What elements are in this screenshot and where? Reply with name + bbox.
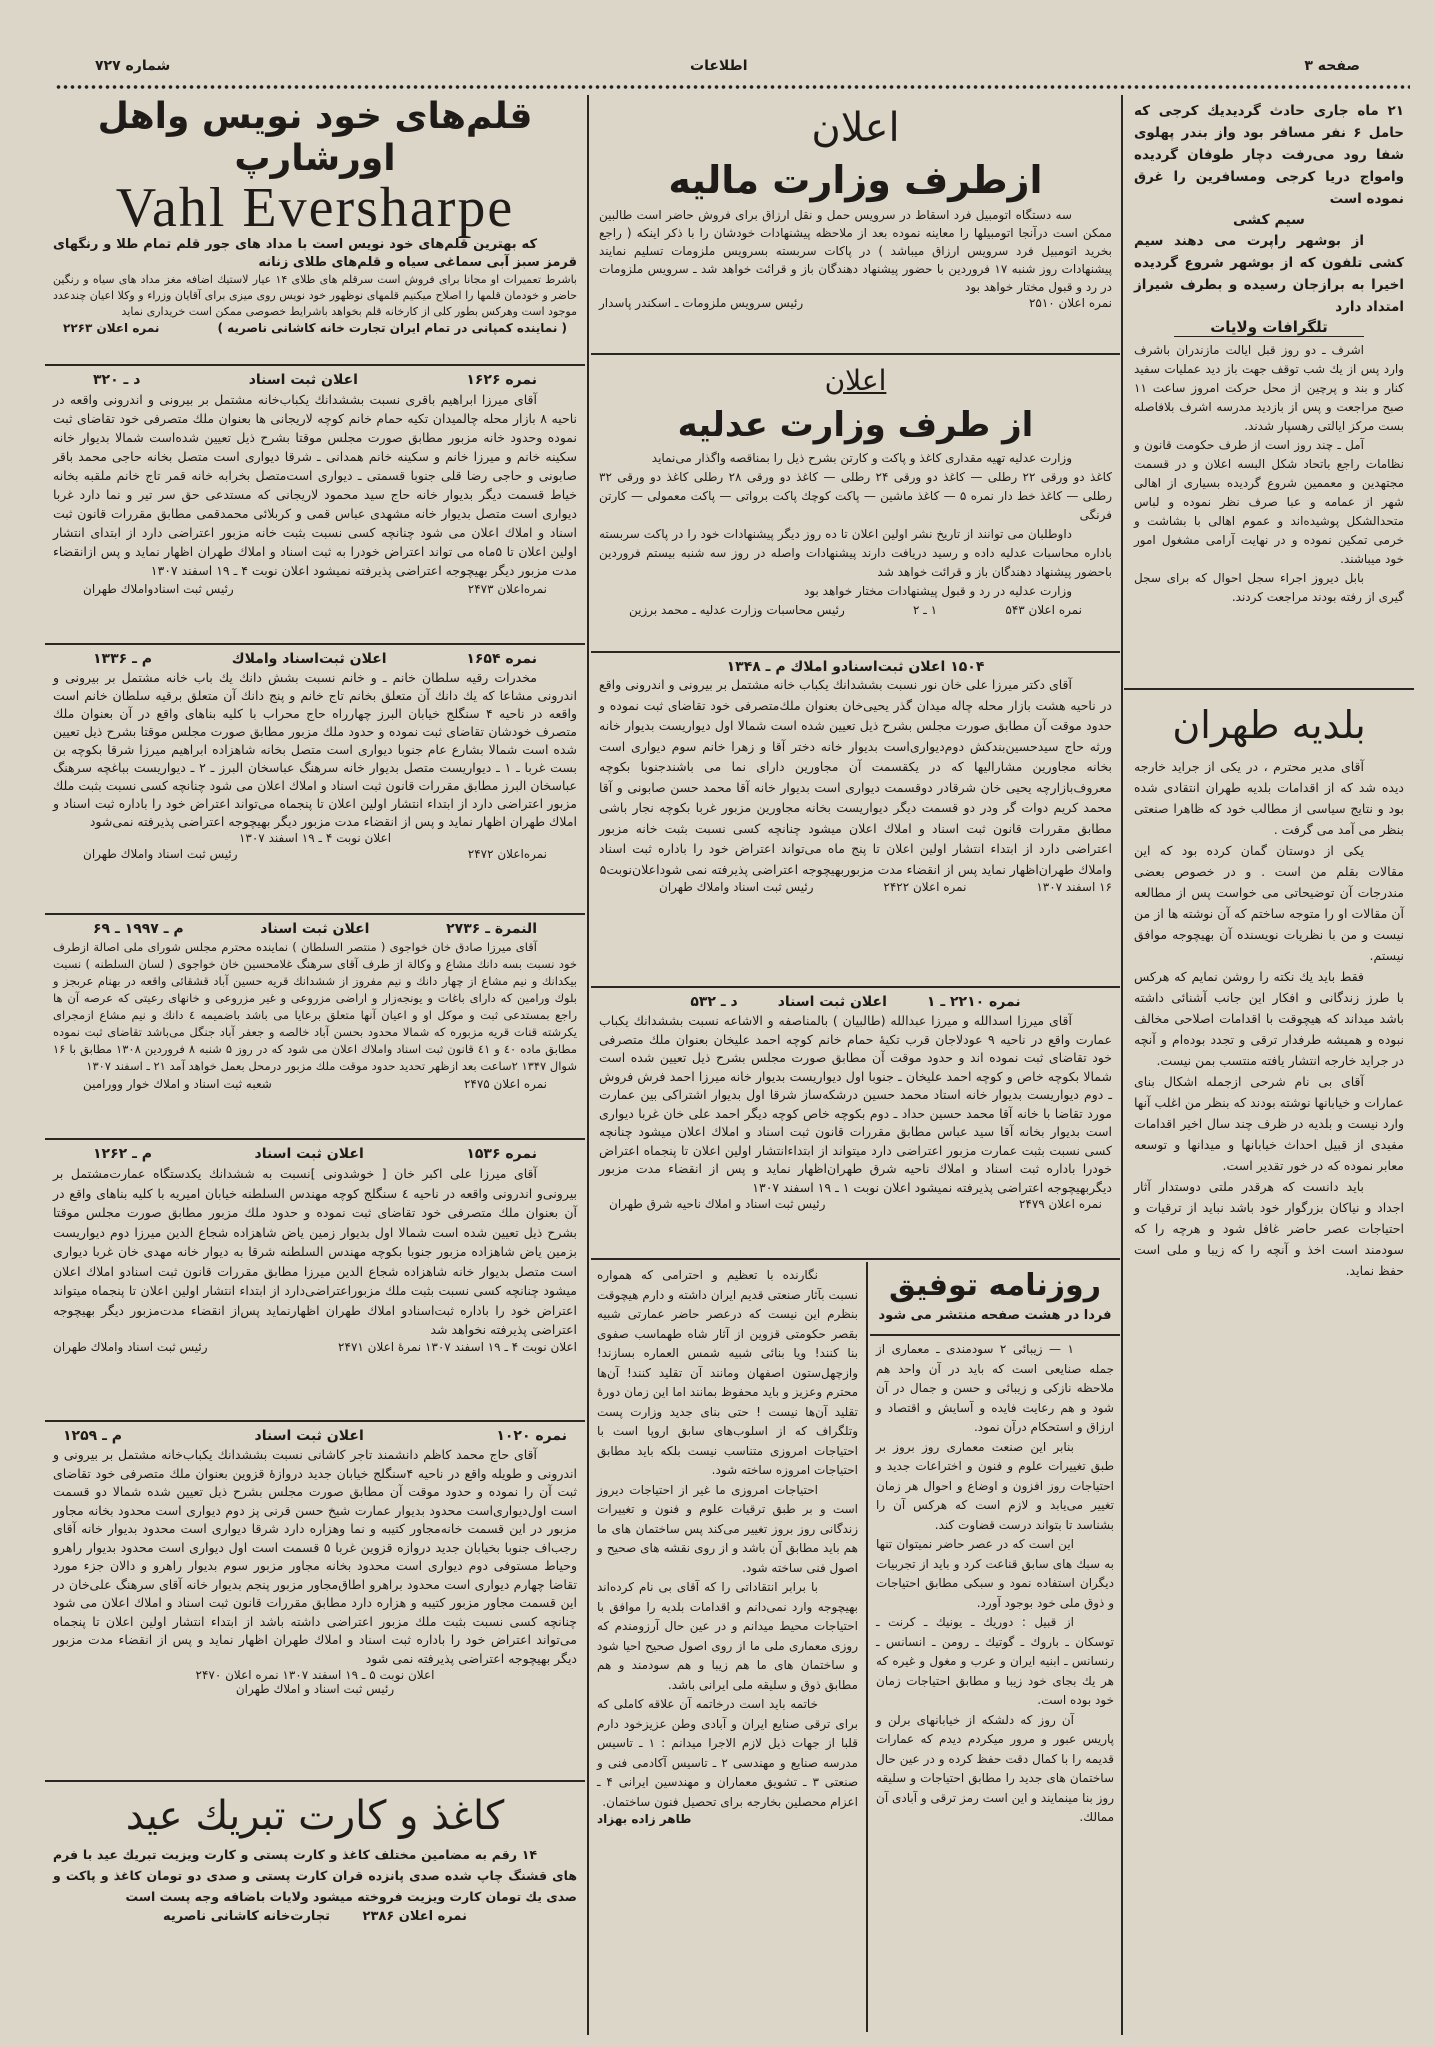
registry-notice <box>45 647 585 915</box>
notice-title: اعلان ثبت اسناد <box>248 372 358 388</box>
notice-number: نمره ۱۶۲۶ <box>466 372 537 388</box>
notice-body: آقای دکتر میرزا علی خان نور نسبت بششدانك یکباب خانه مشتمل بر بیرونی و اندرونی واقع در ناحیه هشت بازار محله چاله میدان گذر یحیی‌خان بعنوان ملك‌متصرفی خود تقاضای ثبت نموده و حدود موقت آن مطابق صورت مجلس بشرح ذیل تعیین شده است شمالا اول دیواریست بدیوار خانه ورثه حاج سیدحسین‌بندکش دوم‌دیواری‌است بدیوار خانه دختر آقا و زهرا خانم سوم دیواری است بخانه مجاورین مشارالیها که در یکقسمت آن مجاورین دارای نما می باشندجنوبا بکوچه معروف‌بازارچه یحیی خان شرقادر دوقسمت دیواری است بدیوار خانه آقا محمد حسن صابونی و آقا محمد کریم دوات گر ودر دو قسمت دیگر دیواریست بخانه مجاورین مزبور غربا بکوچه نجار باشی مطابق مقررات قانون ثبت اسناد و املاك اعلان میشود چنانچه کسی نسبت بثبت خانه مزبور اعتراضی دارد از ابتداء انتشار اولین اعلان تا پنج ماه می‌تواند اعتراض خود را باداره ثبت اسناد واملاك طهران‌اظهار نماید پس از انقضاء مدت مزبوربهیچوجه اعتراضی پذیرفته نمی شوداعلان‌نوبت۵ <box>599 677 1112 877</box>
article-paragraph: این است که در عصر حاضر نمیتوان تنها به سبك های سابق قناعت کرد و باید از تجربیات دیگران استفاده نمود و سبکی مطابق احتیاجات و ذوق ملی خود بوجود آورد. <box>876 1537 1114 1610</box>
ad-title-english: Vahl Eversharpe <box>115 177 515 239</box>
article-paragraph: فقط باید یك نکته را روشن نمایم که هرکس با طرز زندگانی و افکار این جانب آشنائی داشته باشد میداند که هیچوقت با اقدامات اصلاحی مخالف نبوده و همیشه طرفدار ترقی و تجدد بوده‌ام و آنچه در جراید خارجه انتشار یافته منتسب بمن نیست. <box>1134 969 1404 1068</box>
notice-ad-number: نمره اعلان ۲۴۲۲ <box>883 880 967 894</box>
notice-body: آقای میرزا علی اکبر خان [ خوشدونی ]نسبت به ششدانك یکدستگاه عمارت‌مشتمل بر بیرونی‌و اندرونی واقعه در ناحیه ٤ سنگلج کوچه مهندس السلطنه خیابان امیریه با کلیه بناهای واقع در آن بعنوان ملك متصرفی خود تقاضای ثبت نموده و حدود ملك مزبور مطابق صورت مجلس موقتا بشرح ذیل تعیین شده است شمالا اول بدیوار زمین یاض شاهزاده شجاع الدین میرزا دوم دیواریست بزمین یاض شاهزاده مزبور جنوبا بکوچه مهندس السلطنه شرقا به دیوار خانه مهدی خان غربا دیواری است متصل بدیوار خانه شاهزاده شجاع الدین میرزا مطابق مقررات قانون ثبت اسنادو املاك اعلان میشود چنانچه کسی نسبت بثبت ملك مزبوراعتراضی‌دارد از ابتداء انتشار اولین اعلان تا پنجماه میتواند اعتراض خود را باداره ثبت‌اسنادو املاك طهران اظهارنماید پس‌از انقضاء مدت‌مزبور دیگر بهیچوجه اعتراضی پذیرفته نخواهد شد <box>53 1166 577 1337</box>
notice-paragraph: وزارت عدلیه تهیه مقداری کاغذ و پاکت و کارتن بشرح ذیل را بمناقصه واگذار می‌نماید <box>651 451 1072 465</box>
notice-code: م ـ ۱۳۳۶ <box>93 651 152 667</box>
ad-seller: تجارت‌خانه کاشانی ناصریه <box>163 1909 331 1924</box>
tehran-municipality-article <box>1124 692 1414 2034</box>
notice-code: د ـ ۳۲۰ <box>93 372 141 388</box>
article-paragraph: از قبیل : دوریك ـ یونیك ـ کرنت ـ توسکان ـ باروك ـ گوتیك ـ رومن ـ انسانس ـ رنسانس ـ ابنیه ایران و عرب و مغول و غیره که هر یك بجای خود زیبا و مطابق احتیاجات زمان خود بوده است. <box>876 1615 1114 1707</box>
article-paragraph: باید دانست که هرقدر ملتی دوستدار آثار اجداد و نیاکان بزرگوار خود باشد نباید از ترقیات و احتیاجات عصر حاضر غافل شود و هرچه را که سودمند است اخذ و آنچه را که زیبا و ملی است حفظ نماید. <box>1134 1179 1404 1278</box>
notice-paragraph: داوطلبان می توانند از تاریخ نشر اولین اعلان تا ده روز دیگر پیشنهادات خود را در پاکت سربسته باداره محاسبات عدلیه داده و رسید دریافت دارند پیشنهادات واصله در روز سه شنبه بیستم فروردین باحضور پیشنهاد دهندگان باز و قرائت خواهد شد <box>599 527 1112 579</box>
notice-signer: رئیس ثبت اسناد و املاك طهران <box>235 1682 395 1696</box>
news-column <box>1124 98 1414 690</box>
notice-title: اعلان ثبت اسناد <box>777 994 887 1010</box>
notice-number: نمره ۲۲۱۰ ـ ۱ <box>926 994 1021 1010</box>
news-item: از بوشهر راپرت می دهند سیم کشی تلفون که از بوشهر شروع گردیده اخیرا به برازجان رسیده و بطرف شیراز امتداد دارد <box>1134 233 1404 315</box>
article-paragraph: با برابر انتقاداتی را که آقای بی نام کرده‌اند بهیچوجه وارد نمی‌دانم و اقدامات بلدیه را موافق با احتیاجات محیط میدانم و در عین حال آرزومندم که روزی معماری ملی ما از روی اصول صحیح احیا شود و ساختمان های ما هم زیبا و هم سودمند و هم مطابق ذوق و سلیقه ملی ایرانی باشد. <box>597 1580 858 1692</box>
notice-date: ۱۶ اسفند ۱۳۰۷ <box>1036 880 1112 894</box>
notice-signer: شعبه ثبت اسناد و املاك خوار وورامین <box>83 1077 272 1091</box>
article-paragraph: ۱ — زیبائی ۲ سودمندی ـ معماری از جمله صنایعی است که باید در آن واحد هم ملاحظه نازکی و زیبائی و حسن و جمال در آن شود و هم رعایت فایده و آسایش و اقتصاد و ارزاق و استحکام درآن نمود. <box>876 1342 1114 1434</box>
notice-title: اعلان ثبت‌اسناد واملاك <box>231 651 387 667</box>
notice-code: م ـ ۱۲۵۹ <box>63 1428 122 1444</box>
article-paragraph: احتیاجات امروزی ما غیر از احتیاجات دیروز است و بر طبق ترقیات علوم و فنون و تغییرات زندگانی روز بروز تغییر می‌کند پس ساختمان های ما هم باید مطابق آن باشد و از روی نقشه های صحیح و اصول فنی ساخته شود. <box>597 1482 858 1575</box>
notice-turn: ۱ ـ ۲ <box>913 603 938 617</box>
vahl-eversharp-ad <box>45 96 585 366</box>
article-paragraph: خاتمه باید است درخاتمه آن علاقه کاملی که برای ترقی صنایع ایران و آبادی وطن عزیزخود دارم قلبا از جهات ذیل لازم الاجرا میدانم : ۱ ـ تاسیس مدرسه صنایع و مهندسی ۲ ـ تاسیس آکادمی فنی و صنعتی ۳ ـ تشویق معماران و مهندسین ایرانی ۴ ـ اعزام محصلین بخارجه برای تحصیل فنون ساختمان. <box>597 1697 859 1809</box>
notice-number: نمره ۱۰۲۰ <box>496 1428 567 1444</box>
notice-ad-number: نمره اعلان ۲۵۱۰ <box>1028 296 1112 310</box>
header-dotted-rule <box>55 84 1410 90</box>
column-divider <box>1121 95 1123 2035</box>
article-paragraph: آقای بی نام شرحی ازجمله اشکال بنای عمارات و خیابانها نوشته بودند که بنظر من اغلب آنها وارد نیست و بلدیه در ظرف چند سال اخیر اقدامات مفیدی از قبیل احداث خیابانها و میدانها و توسعه معابر نموده که در خور تقدیر است. <box>1134 1074 1404 1173</box>
notice-signer: رئیس ثبت اسناد واملاك طهران <box>53 1339 208 1354</box>
article-paragraph: یکی از دوستان گمان کرده بود که این مقالات بقلم من است . و در خصوص بعضی مندرجات آن توضیحاتی می خواست پس از مطالعه آن مقالات او را متوجه ساختم که آن نوشته ها از من نیست و من با نظریات نویسنده آن بهیچوجه موافق نیستم. <box>1134 843 1404 963</box>
notice-body: مخدرات رقیه سلطان خانم ـ و خانم نسبت بشش دانك یك باب خانه مشتمل بر بیرونی و اندرونی مشاعا که یك دانك آن متعلق بخانم تاج خانم و پنج دانك آن متعلق برقیه سلطان خانم است واقعه در ناحیه ۴ سنگلج خیابان البرز چهارراه حاج محراب با کلیه بناهای واقع در آن بعنوان ملك متصرف خودشان تقاضای ثبت نموده و حدود ملك مزبور مطابق صورت مجلس موقتا بشرح ذیل تعیین شده است شمالا بشارع عام جنوبا دیواری است متصل بخانه شاهزاده ابراهیم میرزا شرقا بکوچه بن بست غربا ـ ۱ ـ دیواریست متصل بدیوار خانه سرهنگ عباسخان البرز ـ ۲ ـ دیواریست بباغچه سرهنگ عباسخان البرز مطابق مقررات قانون ثبت اسناد و املاك اعلان می شود چنانچه کسی نسبت بثبت ملك مزبور اعتراضی دارد از ابتداء انتشار اولین اعلان تا پنجماه می‌تواند اعتراض خود را باداره ثبت اسناد و املاك طهران اظهار نماید و پس از انقضاء مدت مزبور دیگر بهیچوجه اعتراضی پذیرفته نمی‌شود <box>53 670 578 829</box>
ad-body: ۱۴ رقم به مضامین مختلف کاغذ و کارت پستی و کارت ویزیت تبریك عید با فرم های قشنگ چاپ شده صدی پانزده قران کارت پستی و صدی دو تومان کاغذ و پاکت و صدی یك تومان کارت ویزیت فروخته میشود ولایات باضافه وجه پست است <box>53 1847 577 1904</box>
notice-title: اعلان ثبت اسناد <box>254 1428 364 1444</box>
ad-title: روزنامه توفیق <box>889 1268 1101 1303</box>
notice-title: ۱۵۰۴ اعلان ثبت‌اسنادو املاك م ـ ۱۳۴۸ <box>726 659 985 675</box>
notice-heading: اعلان <box>824 364 887 397</box>
ad-number: نمره اعلان ۲۲۶۳ <box>63 321 160 335</box>
ad-body: باشرط تعمیرات او مجانا برای فروش است سرقلم های طلای ۱۴ عیار لاستیك اضافه مغز مداد های سیاه و رنگین حاضر و خودمان قلمها را اصلاح میکنیم قلمهای نوظهور خود نویس روی میزی برای آقایان وزراء و وکلا اعیان چندعدد موجود است وهرکس بطور کلی از کارخانه قلم بخواهد باشرایط خصوصی ممکن است خریداری نماید <box>53 273 577 318</box>
notice-ad-number: نمره اعلان ۲۴۷۵ <box>463 1077 547 1091</box>
article-paragraph: آقای مدیر محترم ، در یکی از جراید خارجه دیده شد که از اقدامات بلدیه طهران انتقادی شده بود و نتایج سیاسی از مطالب خود که ظاهرا صنعتی بنظر می آمد می گرفت . <box>1134 759 1404 837</box>
notice-body: آقای میرزا ابراهیم باقری نسبت بششدانك یکباب‌خانه مشتمل بر بیرونی و اندرونی واقعه در ناحیه ۸ بازار محله چالمیدان تکیه حمام خانم کوچه لاریجانی ها بعنوان ملك متصرفی خود تقاضای ثبت نموده وحدود خانه مزبور مطابق صورت مجلس موقتا بشرح ذیل تعیین شده‌است شمالا بدیوار خانه سکینه خانم و میرزا خانم و سکینه خانم همدانی ـ شرقا دیواری است متصل بخانه حاجی محمد باقر صابونی و حاجی رضا قلی جنوبا قسمتی ـ دیواری است‌متصل بخرابه خانه قمر تاج خانم ملقبه بخانه خیاط قسمت دیگر بدیوار خانه حاج سید محمود لاریجانی که مستدعی حق سر تیر و نما دارد غربا دیواری است متصل بدیوار خانه مشهدی عباس قمی و کربلائی محمدقمی مطابق مقررات قانون ثبت اسناد و املاك اعلان می شود چنانچه کسی نسبت بثبت خانه مزبور اعتراضی دارد از ابتدای انتشار اولین اعلان تا ۵ماه می تواند اعتراض خودرا به ثبت اسناد و املاك طهران اظهار نماید و پس ازانقضاء مدت مزبور دیگر بهیچوجه اعتراضی پذیرفته نمیشود اعلان نوبت ۴ ـ ۱۹ اسفند ۱۳۰۷ <box>53 392 577 578</box>
notice-code: د ـ ۵۳۲ <box>690 994 738 1010</box>
registry-notice <box>45 1424 585 1782</box>
article-paragraph: نگارنده با تعظیم و احترامی که همواره نسبت بآثار صنعتی قدیم ایران داشته و دارم هیچوقت بنظرم این نیست که درعصر حاضر عمارتی شبیه بقصر حکومتی قزوین از آثار شاه طهماسب صفوی بنا کنند! ویا بنائی شبیه شمس العماره بسازند! وازچهل‌ستون اصفهان ومانند آن تقلید کنند! آن‌ها محترم وعزیز و باید محفوظ بمانند اما این زمان دورهٔ تقلید آن‌ها نیست ! حتی بنای جدید وزارت پست وتلگراف که از اسلوب‌های سابق اروپا است با احتیاجات امروزی متناسب نیست بلکه باید مطابق احتیاجات امروزه ساخته شود. <box>597 1268 858 1477</box>
tofiq-newspaper-ad <box>870 1264 1120 1336</box>
registry-notice <box>591 655 1120 988</box>
page-number: صفحه ۳ <box>1304 58 1360 74</box>
column-divider <box>587 95 589 2035</box>
registry-notice <box>45 368 585 645</box>
ad-title: کاغذ و کارت تبریك عید <box>125 1793 505 1839</box>
justice-ministry-notice <box>591 357 1120 653</box>
notice-paragraph: وزارت عدلیه در رد و قبول پیشنهادات مختار خواهد بود <box>803 584 1072 598</box>
notice-items: کاغذ دو ورقی ۲۲ رطلی — کاغذ دو ورقی ۲۴ رطلی — کاغذ دو ورقی ۲۸ رطلی کاغذ دو ورقی ۳۲ رطلی — کاغذ خط دار نمره ۵ — کاغذ ماشین — پاکت کوچك پاکت برواتی — پاکت معمولی — کارتن فرنگی <box>599 470 1112 522</box>
notice-ad-number: نمره‌اعلان ۲۴۷۳ <box>467 582 547 596</box>
notice-ad-number: نمره‌اعلان ۲۴۷۲ <box>467 847 547 861</box>
notice-ad-number: نمره اعلان ۲۴۷۹ <box>1018 1197 1102 1211</box>
notice-code: م ـ ۱۹۹۷ ـ ۶۹ <box>93 921 184 937</box>
issue-number: شماره ۷۲۷ <box>95 58 171 74</box>
notice-signer: رئیس ثبت اسنادواملاك طهران <box>83 582 234 596</box>
ad-number: نمره اعلان ۲۳۸۶ <box>362 1909 467 1924</box>
ad-agent: ( نماینده کمپانی در تمام ایران تجارت خانه کاشانی ناصریه ) <box>217 321 567 335</box>
telegraph-item: آمل ـ چند روز است از طرف حکومت قانون و نظامات راجع باتحاد شکل البسه اعلان و در قسمت مجتهدین و معممین شروع گردیده بسیاری از اهالی شهر از عمامه و عبا صرف نظر نموده و لباس متحدالشکل پوشیده‌اند و عموم اهالی با بشاشت و خرمی تمکین نموده و در نهایت آرامی مشغول امور خود میباشند. <box>1134 438 1404 566</box>
article-signature: طاهر زاده بهزاد <box>597 1812 692 1826</box>
architecture-article-continued <box>870 1338 1120 2034</box>
notice-body: سه دستگاه اتومبیل فرد اسقاط در سرویس حمل و نقل ارزاق برای فروش حاضر است طالبین ممکن است درآنجا اتومبیلها را معاینه نموده بعد از ملاحظه پیشنهادات خودشان را با ذکر اینکه ( راجع بخرید اتومبیل فرد سرویس ارزاق میباشد ) در پاکات سربسته بسرویس ملزومات تسلیم نمایند پیشنهادات روز شنبه ۱۷ فروردین با حضور پیشنهاد دهندگان باز و قرائت خواهد شد ـ سرویس ملزومات در رد و قبول مختار خواهد بود <box>599 208 1112 294</box>
article-paragraph: آن روز که دلشکه از خیابانهای برلن و پاریس عبور و مرور میکردم دیدم که عمارات قدیمه را با کمال دقت حفظ کرده و در عین حال ساختمان های جدید را مطابق احتیاجات و سلیقه روز بنا مینمایند و این است رمز ترقی و آبادی آن ممالك. <box>876 1712 1114 1824</box>
notice-title: اعلان ثبت اسناد <box>260 921 370 937</box>
notice-signer: رئیس ثبت اسناد و املاك ناحیه شرق طهران <box>609 1197 826 1211</box>
notice-subheading: از طرف وزارت عدلیه <box>677 405 1034 445</box>
notice-signer: رئیس ثبت اسناد واملاك طهران <box>659 880 814 894</box>
news-subheading: سیم کشی <box>1233 212 1305 228</box>
news-item: ۲۱ ماه جاری حادث گردیدیك کرجی که حامل ۶ نفر مسافر بود واز بندر پهلوی شفا رود می‌رفت دچار طوفان گردیده وامواج دریا کرجی ومسافرین را غرق نموده است <box>1134 103 1404 207</box>
article-paragraph: بنابر این صنعت معماری روز بروز بر طبق تغییرات علوم و فنون و اختراعات جدید و احتیاجات روز افزون و اوضاع و احوال هر زمان تغییر می‌یابد و لازم است که هرکس آن را بشناسد تا بتواند درست قضاوت کند. <box>876 1439 1114 1532</box>
notice-heading: اعلان <box>811 105 900 151</box>
column-divider <box>866 1262 868 2032</box>
notice-number: النمرة ـ ۲۷۳۶ <box>446 921 537 937</box>
registry-notice <box>591 990 1120 1260</box>
notice-ad-number: نمره اعلان ۵۴۳ <box>1005 603 1082 617</box>
article-heading: بلدیه طهران <box>1172 703 1366 747</box>
notice-body: آقای حاج محمد کاظم دانشمند تاجر کاشانی نسبت بششدانك یکباب‌خانه مشتمل بر بیرونی و اندرونی و طویله واقع در ناحیه ۴سنگلج خیابان جدید دروازهٔ قزوین بعنوان ملك متصرفی خود تقاضای ثبت آن را نموده و حدود موقت آن مطابق صورت مجلس بشرح ذیل تعیین شده شمالا دو قسمت است اول‌دیواری‌است محدود بدیوار عمارت شیخ حسن قرنی پز دوم دیواری است محدود بخانه مجاور مزبور در این قسمت خانه‌مجاور کتیبه و نما وهزاره دارد شرقا دیواری است محدود بدیوار خانه آقای رجب‌اف جنوبا بخیابان جدید دروازه قزوین غربا ۵ قسمت است اول دیواری است محدود بدیوار راهرو وحیاط مستوفی دوم دیواری است محدود بخانه مجاور مزبور سوم بدیوار راهرو و دالان جزء مورد تقاضا چهارم دیواری است محدود براهرو اطاق‌مجاور مزبور پنجم بدیوار خانه آقای سرهنگ علی‌خان در این قسمت مجاور مزبور کتیبه و هزاره دارد مطابق مقررات قانون ثبت اسناد و املاك اعلان می شود چنانچه کسی نسبت بثبت ملك مزبور اعتراضی داشته باشد از ابتداء انتشار اولین اعلان تا پنجماه می‌تواند اعتراض خود را باداره ثبت اسناد و املاك طهران اظهار نماید و پس از انقضاء مدت مزبور دیگر بهیچوجه اعتراضی پذیرفته نمی شود <box>53 1447 577 1666</box>
telegraph-item: بابل دیروز اجراء سجل احوال که برای سجل گیری از رفته بودند مراجعت کردند. <box>1134 571 1404 604</box>
registry-notice <box>45 1142 585 1422</box>
notice-signer: رئیس محاسبات وزارت عدلیه ـ محمد برزین <box>629 603 845 617</box>
notice-signer: رئیس سرویس ملزومات ـ اسکندر پاسدار <box>599 296 804 310</box>
notice-turn: اعلان نوبت ۴ ـ ۱۹ اسفند ۱۳۰۷ <box>238 831 392 845</box>
ad-lead: که بهترین قلم‌های خود نویس است با مداد های جور قلم تمام طلا و رنگهای قرمز سبز آبی سماغی سیاه و قلم‌های طلای زنانه <box>53 237 577 270</box>
ad-title-persian: قلم‌های خود نویس واهل اورشارپ <box>97 96 533 179</box>
eid-card-ad <box>45 1784 585 2034</box>
telegraph-heading: تلگرافات ولایات <box>1174 318 1364 337</box>
notice-subheading: ازطرف وزارت مالیه <box>668 158 1043 202</box>
notice-number: نمره ۱۵۳۶ <box>466 1146 537 1162</box>
notice-body: آقای میرزا صادق خان خواجوی ( منتصر السلطان ) نماینده محترم مجلس شورای ملی اصالة ازطرف خود نسبت بسه دانك مشاع و وکالة از طرف آقای سرهنگ غلامحسین خان خواجوی ( لسان السلطنه ) نسبت بیکدانك و نیم مشاع از چهار دانك و نیم مفروز از ششدانك قریه حسین آباد قشقائی واقعه در بهنام عربجز و بلوك ورامین که دارای باغات و یونجه‌زار و اراضی مزروعی و غیر مزروعی و خانهای رعیتی که عرصه آن ها راجع بمستدعی ثبت و موکل او و اعیان آنها متعلق برعایا می باشد باضمیمه ٤ دانك و نیم مشاع ازمجرای یکرشته قنات قریه مزبوره که شمالا محدود بحسن آباد خالصه و جعفر آباد جنگل می‌باشد تقاضای ثبت نموده مطابق ماده ٤٠ و ٤١ قانون ثبت اسناد واملاك اعلان می شود که در روز ۵ شنبه ۸ فروردین ۱۳۰۸ مطابق با ۱۶ شوال ۱۳۴۷ ۲ساعت بعد ازظهر تحدید حدود موقت ملك مزبور درمحل بعمل خواهد آمد ۲۱ ـ اسفند ۱۳۰۷ <box>53 940 577 1073</box>
architecture-article <box>591 1264 864 2034</box>
notice-signer: رئیس ثبت اسناد واملاك طهران <box>83 847 238 861</box>
notice-number: نمره ۱۶۵۴ <box>466 651 537 667</box>
finance-ministry-notice <box>591 98 1120 355</box>
telegraph-item: اشرف ـ دو روز قبل ایالت مازندران باشرف وارد پس از یك شب توقف جهت باز دید عملیات سفید کنار و بند و پرچین از محل حرکت امروز ساعت ۱۱ صبح مراجعت و پس از بازدید مدرسه اشرف بلافاصله بست مرکز ایالتی رهسپار شدند. <box>1134 343 1404 433</box>
notice-ad-number: اعلان نوبت ۴ ـ ۱۹ اسفند ۱۳۰۷ نمرهٔ اعلان ۲۴۷۱ <box>338 1339 577 1354</box>
notice-code: م ـ ۱۲۶۲ <box>93 1146 152 1162</box>
notice-title: اعلان ثبت اسناد <box>254 1146 364 1162</box>
ad-subtitle: فردا در هشت صفحه منتشر می شود <box>878 1308 1112 1323</box>
registry-notice <box>45 917 585 1140</box>
newspaper-name: اطلاعات <box>690 58 748 74</box>
notice-turn: اعلان نوبت ۵ ـ ۱۹ اسفند ۱۳۰۷ نمره اعلان ۲۴۷۰ <box>195 1668 435 1682</box>
notice-body: آقای میرزا اسدالله و میرزا عبدالله (طالبیان ) بالمناصفه و الاشاعه نسبت بششدانك یکباب عمارت واقع در ناحیه ۹ عودلاجان قرب تکیهٔ حمام خانم کوچه احمد علیخان بعنوان ملك متصرفی خود تقاضای ثبت نموده اند و حدود موقت آن مطابق صورت مجلس بشرح ذیل تعیین شده است شمالا بکوچه خاص و کوچه احمد علیخان ـ جنوبا اول دیواریست بدیوار خانه میرزا احمد فرش فروش ـ دوم دیواریست بدیوار خانه استاد محمد حسین درشکه‌ساز شرقا اول بدیوار اشتراکی بین عمارت مورد تقاضا با خانه آقا محمد حسین حداد ـ دوم بکوچه خاص کوچه دیگر احمد علی خان غربا دیواری است بدیوار بخانه آقا سید عباس مطابق مقررات قانون ثبت اسناد و املاك اعلان میشود چنانچه کسی نسبت بثبت عمارت مزبور اعتراضی دارد میتواند از ابتداءانتشار اولین اعلان تا پنجماه اعتراض خودرا باداره ثبت اسناد و املاك ناحیه شرق طهران‌اظهار نماید و پس از انقضاء مدت مزبور دیگربهیچوجه اعتراضی پذیرفته نمیشود اعلان نوبت ۱ ـ ۱۹ اسفند ۱۳۰۷ <box>599 1013 1112 1195</box>
